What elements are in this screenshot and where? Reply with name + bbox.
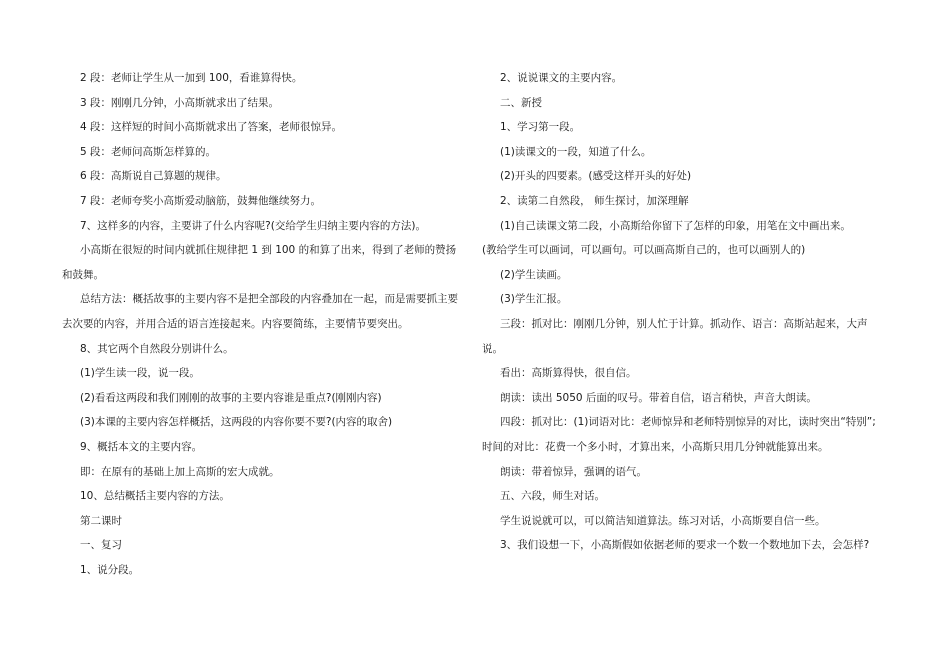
paragraph: (1)自己读课文第二段，小高斯给你留下了怎样的印象，用笔在文中画出来。 <box>500 219 851 232</box>
section-heading: 第二课时 <box>80 514 122 527</box>
paragraph: (2)学生读画。 <box>500 268 568 281</box>
paragraph: 5 段：老师问高斯怎样算的。 <box>80 145 217 158</box>
paragraph: 三段：抓对比：刚刚几分钟，别人忙于计算。抓动作、语言：高斯站起来，大声说。 <box>482 317 868 355</box>
paragraph: (2)看看这两段和我们刚刚的故事的主要内容谁是重点?(刚刚内容) <box>80 391 382 404</box>
section-heading: 一、复习 <box>80 539 122 552</box>
paragraph: 6 段：高斯说自己算题的规律。 <box>80 170 227 183</box>
paragraph: 3、我们设想一下，小高斯假如依据老师的要求一个数一个数地加下去，会怎样? <box>500 539 870 552</box>
paragraph: 看出：高斯算得快，很自信。 <box>500 367 637 380</box>
paragraph: 8、其它两个自然段分别讲什么。 <box>80 342 234 355</box>
paragraph: (1)读课文的一段，知道了什么。 <box>500 145 652 158</box>
right-text-column <box>482 66 882 558</box>
paragraph: 朗读：带着惊异，强调的语气。 <box>500 465 647 478</box>
paragraph: 7、这样多的内容，主要讲了什么内容呢?(交给学生归纳主要内容的方法)。 <box>80 219 426 232</box>
paragraph: 即：在原有的基础上加上高斯的宏大成就。 <box>80 465 280 478</box>
paragraph: 3 段：刚刚几分钟，小高斯就求出了结果。 <box>80 96 280 109</box>
paragraph: (2)开头的四要素。(感受这样开头的好处) <box>500 170 692 183</box>
paragraph: 四段：抓对比：(1)词语对比：老师惊异和老师特别惊异的对比，读时突出“特别”;时间的对比：花费一个多小时，才算出来，小高斯只用几分钟就能算出来。 <box>482 416 876 453</box>
paragraph: 五、六段，师生对话。 <box>500 490 605 503</box>
section-heading: 二、新授 <box>500 96 542 109</box>
paragraph: 2、读第二自然段， 师生探讨，加深理解 <box>500 194 689 207</box>
left-text-column <box>62 66 462 582</box>
paragraph: 9、概括本文的主要内容。 <box>80 440 203 453</box>
paragraph: 4 段：这样短的时间小高斯就求出了答案，老师很惊异。 <box>80 121 343 134</box>
paragraph: 2 段：老师让学生从一加到 100，看谁算得快。 <box>80 72 303 84</box>
paragraph: 1、说分段。 <box>80 563 140 576</box>
paragraph: 学生说说就可以，可以简洁知道算法。练习对话，小高斯要自信一些。 <box>500 514 826 527</box>
paragraph: 总结方法：概括故事的主要内容不是把全部段的内容叠加在一起，而是需要抓主要去次要的内容，并用合适的语言连接起来。内容要简练，主要情节要突出。 <box>62 293 458 330</box>
paragraph: 2、说说课文的主要内容。 <box>500 72 623 84</box>
paragraph: 朗读：读出 5050 后面的叹号。带着自信，语言稍快，声音大朗读。 <box>500 391 817 404</box>
paragraph: 7 段：老师夸奖小高斯爱动脑筋，鼓舞他继续努力。 <box>80 194 322 207</box>
paragraph: (教给学生可以画词，可以画句。可以画高斯自己的，也可以画别人的) <box>482 244 806 257</box>
paragraph: 小高斯在很短的时间内就抓住规律把 1 到 100 的和算了出来，得到了老师的赞扬和鼓舞。 <box>62 244 457 281</box>
paragraph: 10、总结概括主要内容的方法。 <box>80 490 230 503</box>
paragraph: (3)学生汇报。 <box>500 293 568 306</box>
paragraph: (3)本课的主要内容怎样概括，这两段的内容你要不要?(内容的取舍) <box>80 416 393 429</box>
paragraph: (1)学生读一段，说一段。 <box>80 367 200 380</box>
paragraph: 1、学习第一段。 <box>500 121 581 134</box>
